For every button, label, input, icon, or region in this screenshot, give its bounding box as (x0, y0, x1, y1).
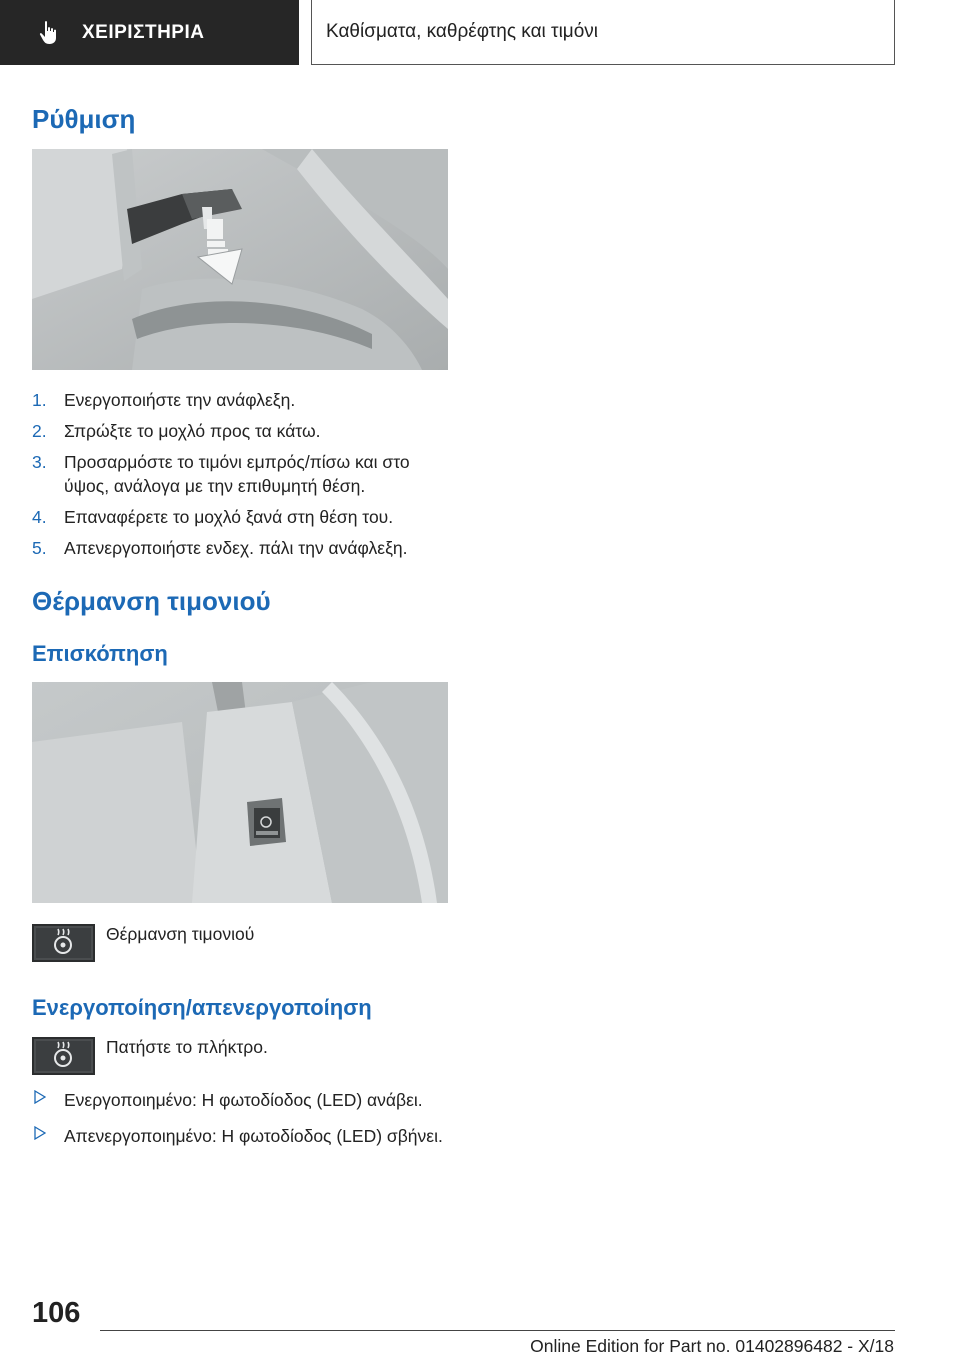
list-item: Απενεργοποιημένο: Η φωτοδίοδος (LED) σβήνει. (32, 1124, 452, 1149)
triangle-bullet-icon (34, 1126, 46, 1140)
icon-caption: Θέρμανση τιμονιού (106, 924, 255, 944)
subsection-title-toggle: Ενεργοποίηση/απενεργοποίηση (32, 995, 372, 1020)
steering-column-lever-illustration (32, 149, 448, 370)
section-title-heating: Θέρμανση τιμονιού (32, 586, 271, 616)
steering-wheel-heating-button-icon (32, 924, 95, 962)
header-chapter-title: Καθίσματα, καθρέφτης και τιμόνι (311, 0, 895, 65)
list-item: 4. Επαναφέρετε το μοχλό ξανά στη θέση του. (32, 507, 394, 527)
page-number: 106 (32, 1297, 81, 1329)
toggle-instruction: Πατήστε το πλήκτρο. (106, 1037, 268, 1057)
header-section-tab (0, 0, 299, 65)
triangle-bullet-icon (34, 1090, 46, 1104)
list-item: Ενεργοποιημένο: Η φωτοδίοδος (LED) ανάβει. (32, 1088, 452, 1113)
led-status-list (32, 1088, 452, 1160)
header-section-label: ΧΕΙΡΙΣΤΗΡΙΑ (82, 21, 205, 43)
list-item: 3. Προσαρμόστε το τιμόνι εμπρός/πίσω και στο ύψος, ανάλογα με την επιθυμητή θέση. (32, 452, 410, 496)
steering-heating-button-location-illustration (32, 682, 448, 903)
adjustment-steps-list (32, 388, 452, 567)
steering-wheel-heating-button-icon (32, 1037, 95, 1075)
edition-info: Online Edition for Part no. 01402896482 - X/18 (530, 1336, 894, 1356)
subsection-title-overview: Επισκόπηση (32, 641, 168, 666)
list-item: 2. Σπρώξτε το μοχλό προς τα κάτω. (32, 421, 321, 441)
list-item: 1. Ενεργοποιήστε την ανάφλεξη. (32, 390, 296, 410)
section-title-adjustment: Ρύθμιση (32, 104, 136, 134)
list-item: 5. Απενεργοποιήστε ενδεχ. πάλι την ανάφλεξη. (32, 538, 408, 558)
hand-pointer-icon (38, 20, 62, 46)
footer-divider (100, 1330, 895, 1331)
